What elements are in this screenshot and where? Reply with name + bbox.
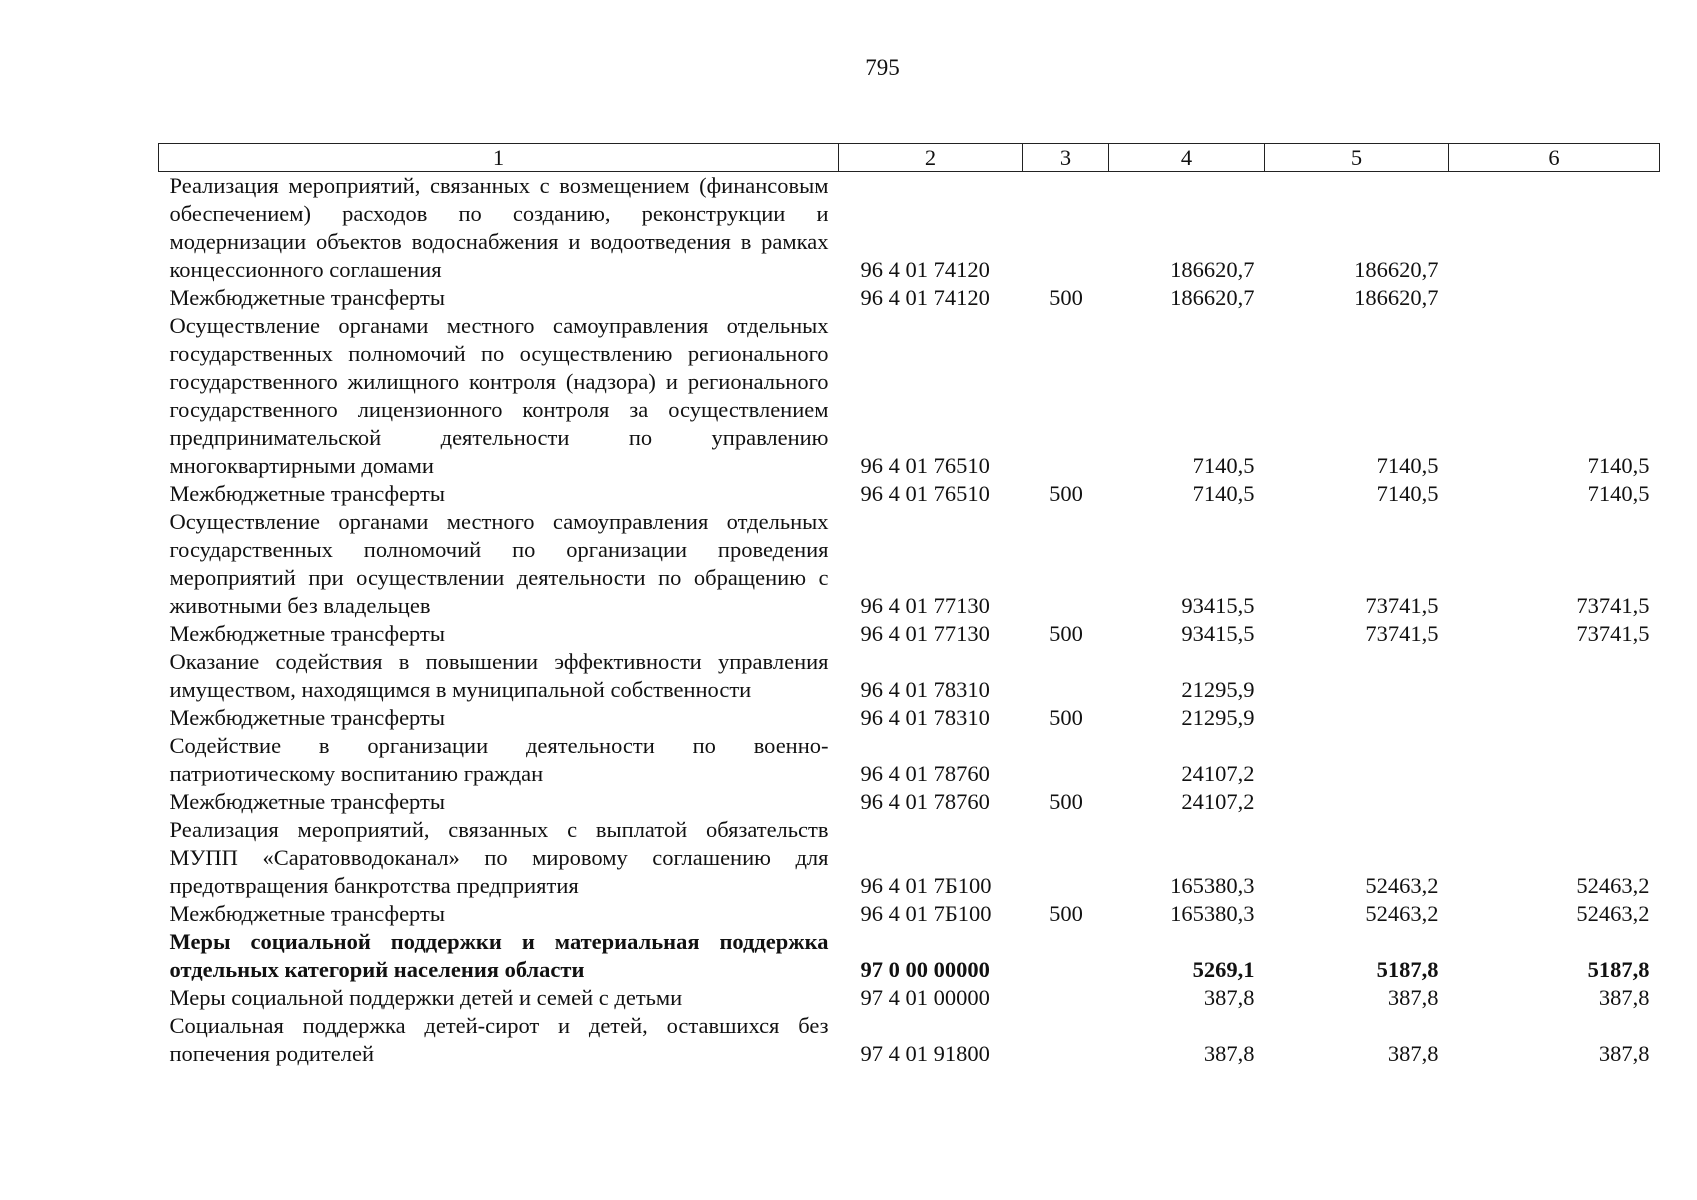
row-code: 97 4 01 91800 [860, 1041, 990, 1066]
row-value-col-4: 165380,3 [1170, 901, 1255, 926]
row-expense-type [1023, 1012, 1109, 1068]
row-value-col-4: 24107,2 [1181, 789, 1255, 814]
table-row [159, 732, 1660, 788]
row-name: Осуществление органами местного самоуправления отдельных государственных полномочий по организации проведения мероприятий при осуществлении деятельности по обращению с животными без владельцев [169, 509, 829, 618]
row-value-col-5: 7140,5 [1376, 453, 1439, 478]
row-code: 96 4 01 76510 [860, 481, 990, 506]
row-value-col-4: 7140,5 [1192, 453, 1255, 478]
row-name: Межбюджетные трансферты [169, 621, 445, 646]
row-value-col-5: 387,8 [1387, 1041, 1439, 1066]
row-code: 96 4 01 77130 [860, 621, 990, 646]
row-value-col-6: 7140,5 [1587, 453, 1650, 478]
row-expense-type: 500 [1049, 285, 1083, 310]
row-value-col-6: 7140,5 [1587, 481, 1650, 506]
row-name: Реализация мероприятий, связанных с возмещением (финансовым обеспечением) расходов по созданию, реконструкции и модернизации объектов водоснабжения и водоотведения в рамках концессионного соглашения [169, 173, 829, 282]
header-col-6: 6 [1449, 144, 1660, 172]
row-expense-type [1023, 732, 1109, 788]
table-header [159, 144, 1660, 172]
row-value-col-4: 93415,5 [1181, 621, 1255, 646]
page-number: 795 [865, 55, 900, 80]
row-value-col-5: 52463,2 [1365, 901, 1439, 926]
table-row [159, 984, 1660, 1012]
row-code: 97 0 00 00000 [860, 957, 990, 982]
row-name: Межбюджетные трансферты [169, 789, 445, 814]
row-value-col-5: 186620,7 [1354, 285, 1439, 310]
table-row [159, 172, 1660, 285]
row-name: Социальная поддержка детей-сирот и детей, оставшихся без попечения родителей [169, 1013, 829, 1066]
row-expense-type: 500 [1049, 789, 1083, 814]
row-value-col-5: 73741,5 [1365, 593, 1439, 618]
row-value-col-4: 7140,5 [1192, 481, 1255, 506]
table-row [159, 508, 1660, 620]
row-code: 96 4 01 76510 [860, 453, 990, 478]
row-code: 96 4 01 78310 [860, 677, 990, 702]
row-value-col-4: 21295,9 [1181, 677, 1255, 702]
row-value-col-6: 52463,2 [1576, 873, 1650, 898]
row-name: Оказание содействия в повышении эффективности управления имуществом, находящимся в муниципальной собственности [169, 649, 829, 702]
table-row [159, 620, 1660, 648]
row-expense-type: 500 [1049, 901, 1083, 926]
row-code: 96 4 01 74120 [860, 257, 990, 282]
row-value-col-6: 73741,5 [1576, 621, 1650, 646]
row-value-col-6: 5187,8 [1587, 957, 1650, 982]
row-value-col-4: 93415,5 [1181, 593, 1255, 618]
row-code: 96 4 01 7Б100 [860, 873, 992, 898]
row-expense-type [1023, 648, 1109, 704]
row-expense-type [1023, 928, 1109, 984]
row-name: Меры социальной поддержки и материальная поддержка отдельных категорий населения области [169, 929, 829, 982]
row-value-col-5 [1265, 732, 1449, 788]
row-value-col-4: 5269,1 [1192, 957, 1255, 982]
budget-table [158, 143, 1660, 1068]
header-col-2: 2 [839, 144, 1023, 172]
row-value-col-4: 186620,7 [1170, 285, 1255, 310]
row-value-col-5: 52463,2 [1365, 873, 1439, 898]
table-row [159, 704, 1660, 732]
row-value-col-4: 387,8 [1203, 985, 1255, 1010]
table-row [159, 816, 1660, 900]
row-value-col-6 [1449, 648, 1660, 704]
row-value-col-6 [1449, 704, 1660, 732]
table-row [159, 284, 1660, 312]
row-name: Межбюджетные трансферты [169, 481, 445, 506]
row-code: 96 4 01 78310 [860, 705, 990, 730]
row-code: 96 4 01 78760 [860, 789, 990, 814]
row-name: Межбюджетные трансферты [169, 705, 445, 730]
table-body [159, 172, 1660, 1069]
row-code: 96 4 01 78760 [860, 761, 990, 786]
row-value-col-5: 7140,5 [1376, 481, 1439, 506]
row-value-col-6 [1449, 788, 1660, 816]
row-code: 96 4 01 74120 [860, 285, 990, 310]
row-value-col-5: 5187,8 [1376, 957, 1439, 982]
row-value-col-5 [1265, 788, 1449, 816]
row-expense-type [1023, 508, 1109, 620]
table-row [159, 928, 1660, 984]
row-value-col-5 [1265, 648, 1449, 704]
row-value-col-4: 387,8 [1203, 1041, 1255, 1066]
row-value-col-5 [1265, 704, 1449, 732]
row-name: Содействие в организации деятельности по военно-патриотическому воспитанию граждан [169, 733, 829, 786]
row-value-col-6: 52463,2 [1576, 901, 1650, 926]
header-col-4: 4 [1109, 144, 1265, 172]
table-row [159, 480, 1660, 508]
row-value-col-6 [1449, 284, 1660, 312]
header-row [159, 144, 1660, 172]
table-row [159, 312, 1660, 480]
header-col-5: 5 [1265, 144, 1449, 172]
row-name: Межбюджетные трансферты [169, 901, 445, 926]
table-row [159, 648, 1660, 704]
row-name: Осуществление органами местного самоуправления отдельных государственных полномочий по осуществлению регионального государственного жилищного контроля (надзора) и регионального государственного лицензионного контроля за осуществлением предпринимательской деятельности по управлению многоквартирными домами [169, 313, 829, 478]
row-name: Межбюджетные трансферты [169, 285, 445, 310]
row-expense-type [1023, 984, 1109, 1012]
row-value-col-5: 387,8 [1387, 985, 1439, 1010]
row-name: Меры социальной поддержки детей и семей с детьми [169, 985, 683, 1010]
row-expense-type [1023, 312, 1109, 480]
row-value-col-6: 387,8 [1598, 1041, 1650, 1066]
row-expense-type [1023, 816, 1109, 900]
row-value-col-5: 73741,5 [1365, 621, 1439, 646]
row-code: 96 4 01 77130 [860, 593, 990, 618]
row-code: 97 4 01 00000 [860, 985, 990, 1010]
row-expense-type: 500 [1049, 705, 1083, 730]
row-expense-type: 500 [1049, 621, 1083, 646]
row-expense-type [1023, 172, 1109, 285]
table-row [159, 1012, 1660, 1068]
row-value-col-6: 387,8 [1598, 985, 1650, 1010]
row-name: Реализация мероприятий, связанных с выплатой обязательств МУПП «Саратовводоканал» по мировому соглашению для предотвращения банкротства предприятия [169, 817, 829, 898]
row-code: 96 4 01 7Б100 [860, 901, 992, 926]
row-value-col-6 [1449, 172, 1660, 285]
table-row [159, 900, 1660, 928]
row-value-col-4: 165380,3 [1170, 873, 1255, 898]
header-col-1: 1 [159, 144, 839, 172]
table-row [159, 788, 1660, 816]
row-value-col-6 [1449, 732, 1660, 788]
header-col-3: 3 [1023, 144, 1109, 172]
row-expense-type: 500 [1049, 481, 1083, 506]
row-value-col-4: 186620,7 [1170, 257, 1255, 282]
row-value-col-4: 24107,2 [1181, 761, 1255, 786]
row-value-col-4: 21295,9 [1181, 705, 1255, 730]
row-value-col-5: 186620,7 [1354, 257, 1439, 282]
row-value-col-6: 73741,5 [1576, 593, 1650, 618]
